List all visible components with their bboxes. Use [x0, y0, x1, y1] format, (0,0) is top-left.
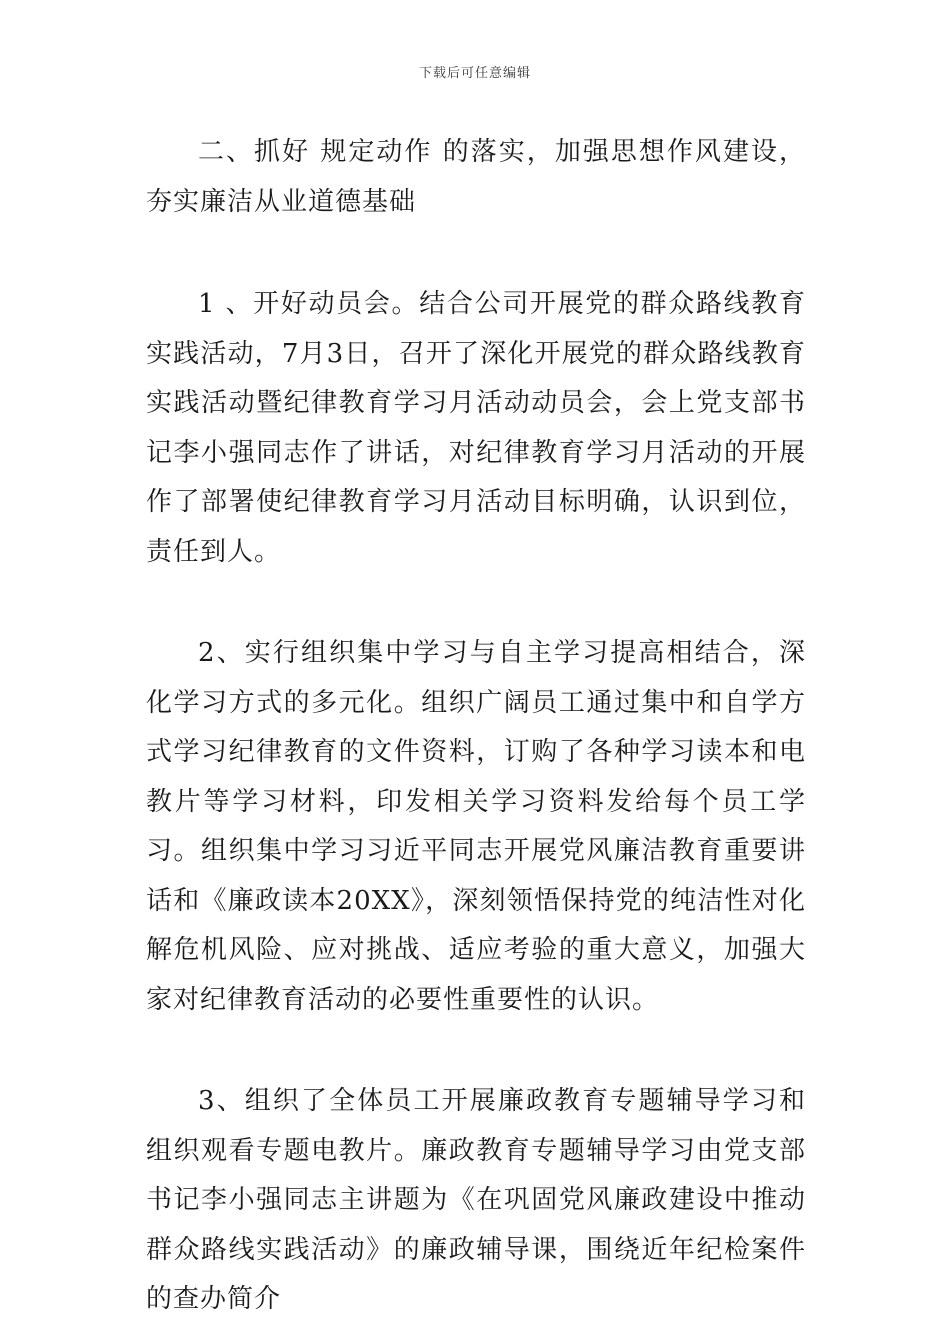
- paragraph-3: 3、组织了全体员工开展廉政教育专题辅导学习和组织观看专题电教片。廉政教育专题辅导学习由党支部书记李小强同志主讲题为《在巩固党风廉政建设中推动群众路线实践活动》的廉政辅导课，围绕近年纪检案件的查办简介: [146, 1086, 806, 1314]
- document-body: [146, 128, 806, 1325]
- section-heading: 二、抓好 规定动作 的落实，加强思想作风建设，夯实廉洁从业道德基础: [146, 137, 806, 217]
- header-note: 下载后可任意编辑: [418, 66, 531, 81]
- paragraph-2: 2、实行组织集中学习与自主学习提高相结合，深化学习方式的多元化。组织广阔员工通过集中和自学方式学习纪律教育的文件资料，订购了各种学习读本和电教片等学习材料，印发相关学习资料发给每个员工学习。组织集中学习习近平同志开展党风廉洁教育重要讲话和《廉政读本20XX》，深刻领悟保持党的纯洁性对化解危机风险、应对挑战、适应考验的重大意义，加强大家对纪律教育活动的必要性重要性的认识。: [146, 638, 806, 1015]
- paragraph-1: 1 、开好动员会。结合公司开展党的群众路线教育实践活动，7月3日，召开了深化开展党的群众路线教育实践活动暨纪律教育学习月活动动员会，会上党支部书记李小强同志作了讲话，对纪律教育学习月活动的开展作了部署使纪律教育学习月活动目标明确，认识到位，责任到人。: [146, 289, 806, 567]
